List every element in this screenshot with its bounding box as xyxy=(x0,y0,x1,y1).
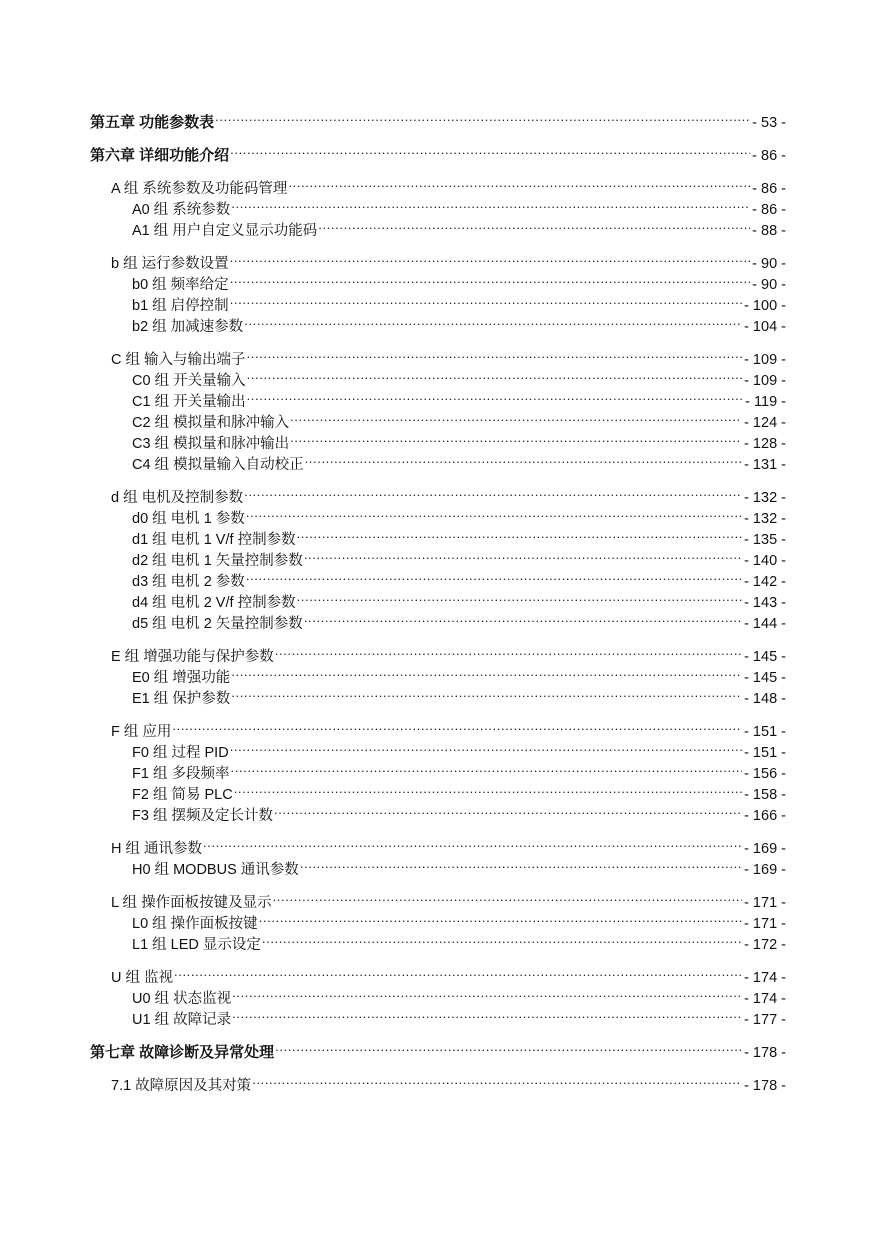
toc-entry-title: F1 组 多段频率 xyxy=(132,766,230,782)
toc-entry-title: F 组 应用 xyxy=(111,724,172,740)
toc-entry-title: H 组 通讯参数 xyxy=(111,841,203,857)
toc-entry-title: E 组 增强功能与保护参数 xyxy=(111,649,274,665)
toc-entry-page: - 174 - xyxy=(744,991,786,1007)
toc-entry-page: - 86 - xyxy=(752,148,786,164)
toc-group-entry[interactable] xyxy=(90,715,786,740)
toc-leader-dots xyxy=(231,682,742,703)
toc-leader-dots xyxy=(230,736,742,757)
toc-entry-page: - 88 - xyxy=(752,223,786,239)
toc-entry-title: d2 组 电机 1 矢量控制参数 xyxy=(132,553,303,569)
toc-entry-title: d5 组 电机 2 矢量控制参数 xyxy=(132,616,303,632)
toc-leader-dots xyxy=(230,289,742,310)
toc-entry-title: E1 组 保护参数 xyxy=(132,691,231,707)
toc-entry-page: - 171 - xyxy=(744,895,786,911)
toc-subgroup-entry[interactable] xyxy=(90,193,786,218)
toc-leader-dots xyxy=(274,799,742,820)
toc-group-entry[interactable] xyxy=(90,1069,786,1094)
toc-entry-title: L1 组 LED 显示设定 xyxy=(132,937,261,953)
toc-entry-page: - 86 - xyxy=(752,202,786,218)
toc-group-entry[interactable] xyxy=(90,247,786,272)
toc-leader-dots xyxy=(174,961,742,982)
toc-leader-dots xyxy=(232,1003,742,1024)
toc-entry-page: - 148 - xyxy=(744,691,786,707)
toc-leader-dots xyxy=(172,715,742,736)
toc-entry-page: - 53 - xyxy=(752,115,786,131)
toc-entry-title: C2 组 模拟量和脉冲输入 xyxy=(132,415,290,431)
toc-entry-page: - 172 - xyxy=(744,937,786,953)
toc-entry-title: d 组 电机及控制参数 xyxy=(111,490,244,506)
toc-group-entry[interactable] xyxy=(90,481,786,506)
toc-entry-page: - 90 - xyxy=(752,256,786,272)
toc-subgroup-entry[interactable] xyxy=(90,385,786,410)
toc-subgroup-entry[interactable] xyxy=(90,565,786,590)
toc-entry-page: - 178 - xyxy=(744,1045,786,1061)
toc-leader-dots xyxy=(232,982,742,1003)
toc-entry-page: - 156 - xyxy=(744,766,786,782)
toc-entry-title: C3 组 模拟量和脉冲输出 xyxy=(132,436,290,452)
toc-group-entry[interactable] xyxy=(90,172,786,197)
toc-subgroup-entry[interactable] xyxy=(90,778,786,803)
toc-leader-dots xyxy=(262,928,742,949)
toc-subgroup-entry[interactable] xyxy=(90,268,786,293)
toc-chapter-entry[interactable] xyxy=(90,139,786,164)
toc-leader-dots xyxy=(231,193,750,214)
toc-leader-dots xyxy=(230,757,742,778)
toc-leader-dots xyxy=(231,661,742,682)
toc-entry-title: d0 组 电机 1 参数 xyxy=(132,511,245,527)
toc-entry-page: - 145 - xyxy=(744,670,786,686)
toc-leader-dots xyxy=(247,364,742,385)
toc-entry-title: d3 组 电机 2 参数 xyxy=(132,574,245,590)
toc-subgroup-entry[interactable] xyxy=(90,607,786,632)
toc-leader-dots xyxy=(300,853,742,874)
toc-entry-title: b2 组 加减速参数 xyxy=(132,319,244,335)
toc-entry-page: - 135 - xyxy=(744,532,786,548)
toc-entry-title: 第六章 详细功能介绍 xyxy=(90,147,230,164)
toc-entry-title: 7.1 故障原因及其对策 xyxy=(111,1078,252,1094)
toc-entry-title: L 组 操作面板按键及显示 xyxy=(111,895,272,911)
toc-subgroup-entry[interactable] xyxy=(90,502,786,527)
toc-group-entry[interactable] xyxy=(90,961,786,986)
toc-entry-page: - 142 - xyxy=(744,574,786,590)
toc-subgroup-entry[interactable] xyxy=(90,907,786,932)
toc-leader-dots xyxy=(246,502,742,523)
toc-entry-page: - 131 - xyxy=(744,457,786,473)
toc-entry-title: b0 组 频率给定 xyxy=(132,277,229,293)
toc-entry-title: d1 组 电机 1 V/f 控制参数 xyxy=(132,532,296,548)
toc-leader-dots xyxy=(230,247,751,268)
toc-entry-title: A0 组 系统参数 xyxy=(132,202,231,218)
toc-leader-dots xyxy=(203,832,742,853)
toc-subgroup-entry[interactable] xyxy=(90,214,786,239)
toc-entry-page: - 143 - xyxy=(744,595,786,611)
toc-subgroup-entry[interactable] xyxy=(90,928,786,953)
toc-entry-page: - 132 - xyxy=(744,490,786,506)
toc-leader-dots xyxy=(297,523,743,544)
toc-group-entry[interactable] xyxy=(90,343,786,368)
toc-subgroup-entry[interactable] xyxy=(90,310,786,335)
toc-entry-title: A 组 系统参数及功能码管理 xyxy=(111,181,288,197)
toc-leader-dots xyxy=(304,607,742,628)
toc-subgroup-entry[interactable] xyxy=(90,982,786,1007)
toc-entry-page: - 158 - xyxy=(744,787,786,803)
toc-leader-dots xyxy=(230,268,750,289)
toc-leader-dots xyxy=(246,565,742,586)
toc-entry-page: - 177 - xyxy=(744,1012,786,1028)
toc-entry-title: 第五章 功能参数表 xyxy=(90,114,215,131)
toc-entry-page: - 86 - xyxy=(752,181,786,197)
toc-entry-title: A1 组 用户自定义显示功能码 xyxy=(132,223,318,239)
toc-entry-title: C0 组 开关量输入 xyxy=(132,373,246,389)
toc-leader-dots xyxy=(288,172,750,193)
toc-subgroup-entry[interactable] xyxy=(90,427,786,452)
toc-entry-page: - 100 - xyxy=(744,298,786,314)
toc-leader-dots xyxy=(247,385,744,406)
toc-entry-page: - 169 - xyxy=(744,862,786,878)
toc-entry-page: - 119 - xyxy=(745,394,786,410)
toc-subgroup-entry[interactable] xyxy=(90,364,786,389)
toc-subgroup-entry[interactable] xyxy=(90,799,786,824)
toc-group-entry[interactable] xyxy=(90,832,786,857)
toc-leader-dots xyxy=(273,886,742,907)
toc-entry-page: - 140 - xyxy=(744,553,786,569)
toc-leader-dots xyxy=(304,544,742,565)
toc-entry-title: U1 组 故障记录 xyxy=(132,1012,232,1028)
toc-entry-page: - 132 - xyxy=(744,511,786,527)
toc-entry-page: - 109 - xyxy=(744,373,786,389)
toc-leader-dots xyxy=(252,1069,742,1090)
toc-group-entry[interactable] xyxy=(90,640,786,665)
toc-subgroup-entry[interactable] xyxy=(90,586,786,611)
toc-entry-page: - 178 - xyxy=(744,1078,786,1094)
toc-subgroup-entry[interactable] xyxy=(90,661,786,686)
toc-entry-page: - 166 - xyxy=(744,808,786,824)
toc-group-entry[interactable] xyxy=(90,886,786,911)
toc-leader-dots xyxy=(297,586,743,607)
toc-entry-title: U0 组 状态监视 xyxy=(132,991,232,1007)
toc-entry-title: F0 组 过程 PID xyxy=(132,745,229,761)
toc-entry-title: F3 组 摆频及定长计数 xyxy=(132,808,273,824)
toc-entry-title: b1 组 启停控制 xyxy=(132,298,229,314)
toc-subgroup-entry[interactable] xyxy=(90,757,786,782)
toc-subgroup-entry[interactable] xyxy=(90,523,786,548)
toc-chapter-entry[interactable] xyxy=(90,1036,786,1061)
toc-leader-dots xyxy=(247,343,743,364)
toc-leader-dots xyxy=(215,106,750,127)
toc-entry-page: - 109 - xyxy=(744,352,786,368)
toc-leader-dots xyxy=(244,310,742,331)
toc-leader-dots xyxy=(318,214,750,235)
toc-entry-title: d4 组 电机 2 V/f 控制参数 xyxy=(132,595,296,611)
toc-entry-page: - 90 - xyxy=(752,277,786,293)
toc-entry-page: - 151 - xyxy=(744,745,786,761)
toc-leader-dots xyxy=(230,139,750,160)
toc-entry-title: U 组 监视 xyxy=(111,970,174,986)
toc-leader-dots xyxy=(234,778,742,799)
toc-entry-title: 第七章 故障诊断及异常处理 xyxy=(90,1044,275,1061)
toc-entry-page: - 104 - xyxy=(744,319,786,335)
table-of-contents xyxy=(90,106,786,1094)
toc-entry-page: - 128 - xyxy=(744,436,786,452)
toc-leader-dots xyxy=(275,640,742,661)
toc-entry-title: F2 组 简易 PLC xyxy=(132,787,233,803)
toc-entry-page: - 174 - xyxy=(744,970,786,986)
toc-leader-dots xyxy=(290,427,742,448)
toc-subgroup-entry[interactable] xyxy=(90,289,786,314)
toc-entry-page: - 144 - xyxy=(744,616,786,632)
toc-entry-page: - 171 - xyxy=(744,916,786,932)
toc-subgroup-entry[interactable] xyxy=(90,1003,786,1028)
toc-subgroup-entry[interactable] xyxy=(90,853,786,878)
toc-subgroup-entry[interactable] xyxy=(90,406,786,431)
toc-entry-title: C 组 输入与输出端子 xyxy=(111,352,246,368)
toc-leader-dots xyxy=(259,907,742,928)
toc-chapter-entry[interactable] xyxy=(90,106,786,131)
toc-entry-page: - 151 - xyxy=(744,724,786,740)
toc-leader-dots xyxy=(290,406,742,427)
toc-subgroup-entry[interactable] xyxy=(90,682,786,707)
toc-entry-title: H0 组 MODBUS 通讯参数 xyxy=(132,862,299,878)
toc-subgroup-entry[interactable] xyxy=(90,736,786,761)
toc-leader-dots xyxy=(244,481,742,502)
toc-leader-dots xyxy=(305,448,742,469)
toc-entry-title: C4 组 模拟量输入自动校正 xyxy=(132,457,304,473)
toc-entry-title: L0 组 操作面板按键 xyxy=(132,916,258,932)
toc-subgroup-entry[interactable] xyxy=(90,448,786,473)
toc-entry-title: C1 组 开关量输出 xyxy=(132,394,246,410)
toc-leader-dots xyxy=(275,1036,742,1057)
toc-entry-page: - 145 - xyxy=(744,649,786,665)
toc-subgroup-entry[interactable] xyxy=(90,544,786,569)
toc-entry-page: - 169 - xyxy=(744,841,786,857)
toc-entry-title: b 组 运行参数设置 xyxy=(111,256,229,272)
toc-entry-page: - 124 - xyxy=(744,415,786,431)
toc-entry-title: E0 组 增强功能 xyxy=(132,670,231,686)
